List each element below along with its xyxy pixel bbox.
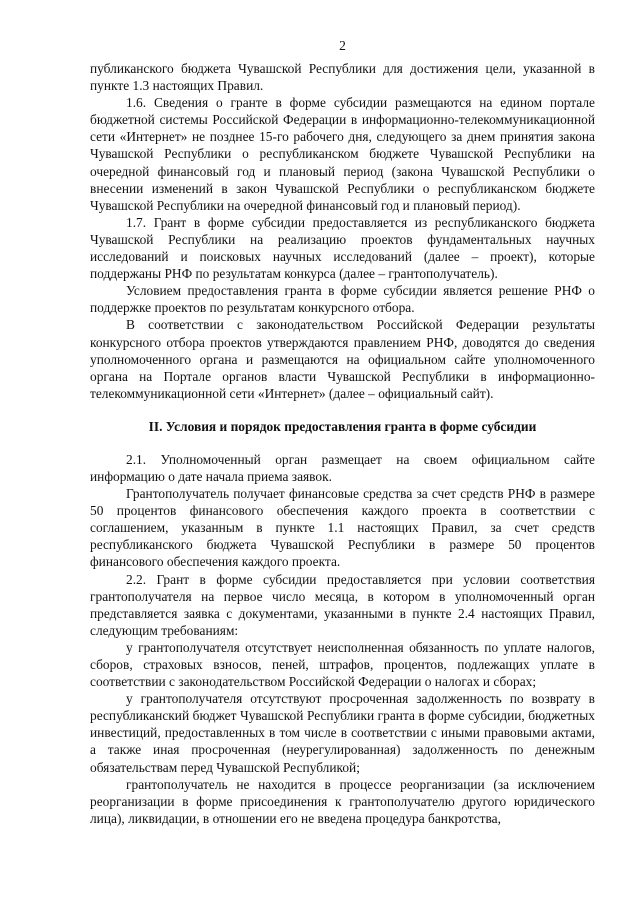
paragraph: грантополучатель не находится в процессе реорганизации (за исключением реорганизации в форме присоединения к грантополучателю другого юридического лица), ликвидации, в отношении его не введена процедура банкротства, (90, 776, 595, 826)
paragraph: 2.2. Грант в форме субсидии предоставляется при условии соответствия грантополучателя на первое число месяца, в котором в уполномоченный орган представляется заявка с документами, указанными в пункте 2.4 настоящих Правил, следующим требованиям: (90, 571, 595, 638)
paragraph: 2.1. Уполномоченный орган размещает на своем официальном сайте информацию о дате начала приема заявок. (90, 451, 595, 484)
body-text-top (90, 60, 595, 402)
paragraph: В соответствии с законодательством Российской Федерации результаты конкурсного отбора проектов утверждаются правлением РНФ, доводятся до сведения уполномоченного органа и размещаются на официальном сайте уполномоченного органа на Портале органов власти Чувашской Республики в информационно-телекоммуникационной сети «Интернет» (далее – официальный сайт). (90, 317, 595, 401)
paragraph: Условием предоставления гранта в форме субсидии является решение РНФ о поддержке проектов по результатам конкурсного отбора. (90, 283, 595, 316)
body-text-bottom (90, 451, 595, 827)
paragraph: Грантополучатель получает финансовые средства за счет средств РНФ в размере 50 процентов финансового обеспечения каждого проекта в соответствии с соглашением, указанным в пункте 1.1 настоящих Правил, за счет средств республиканского бюджета Чувашской Республики в размере 50 процентов финансового обеспечения каждого проекта. (90, 486, 595, 570)
section-heading: II. Условия и порядок предоставления гранта в форме субсидии (148, 418, 537, 434)
paragraph: публиканского бюджета Чувашской Республики для достижения цели, указанной в пункте 1.3 настоящих Правил. (90, 61, 595, 94)
paragraph: у грантополучателя отсутствуют просроченная задолженность по возврату в республиканский бюджет Чувашской Республики гранта в форме субсидии, бюджетных инвестиций, предоставленных в том числе в соответствии с иными правовыми актами, а также иная просроченная (неурегулированная) задолженность по денежным обязательствам перед Чувашской Республикой; (90, 691, 595, 775)
paragraph: 1.6. Сведения о гранте в форме субсидии размещаются на едином портале бюджетной системы Российской Федерации в информационно-телекоммуникационной сети «Интернет» не позднее 15-го рабочего дня, следующего за днем принятия закона Чувашской Республики о республиканском бюджете Чувашской Республики на очередной финансовый год и плановый период (закона Чувашской Республики о внесении изменений в закон Чувашской Республики о республиканском бюджете Чувашской Республики на очередной финансовый год и плановый период). (90, 95, 595, 213)
page-number: 2 (339, 38, 346, 53)
paragraph: у грантополучателя отсутствует неисполненная обязанность по уплате налогов, сборов, страховых взносов, пеней, штрафов, процентов, подлежащих уплате в соответствии с законодательством Российской Федерации о налогах и сборах; (90, 639, 595, 690)
paragraph: 1.7. Грант в форме субсидии предоставляется из республиканского бюджета Чувашской Республики на реализацию проектов фундаментальных научных исследований и поисковых научных исследований (далее – проект), которые поддержаны РНФ по результатам конкурса (далее – грантополучатель). (90, 214, 595, 282)
